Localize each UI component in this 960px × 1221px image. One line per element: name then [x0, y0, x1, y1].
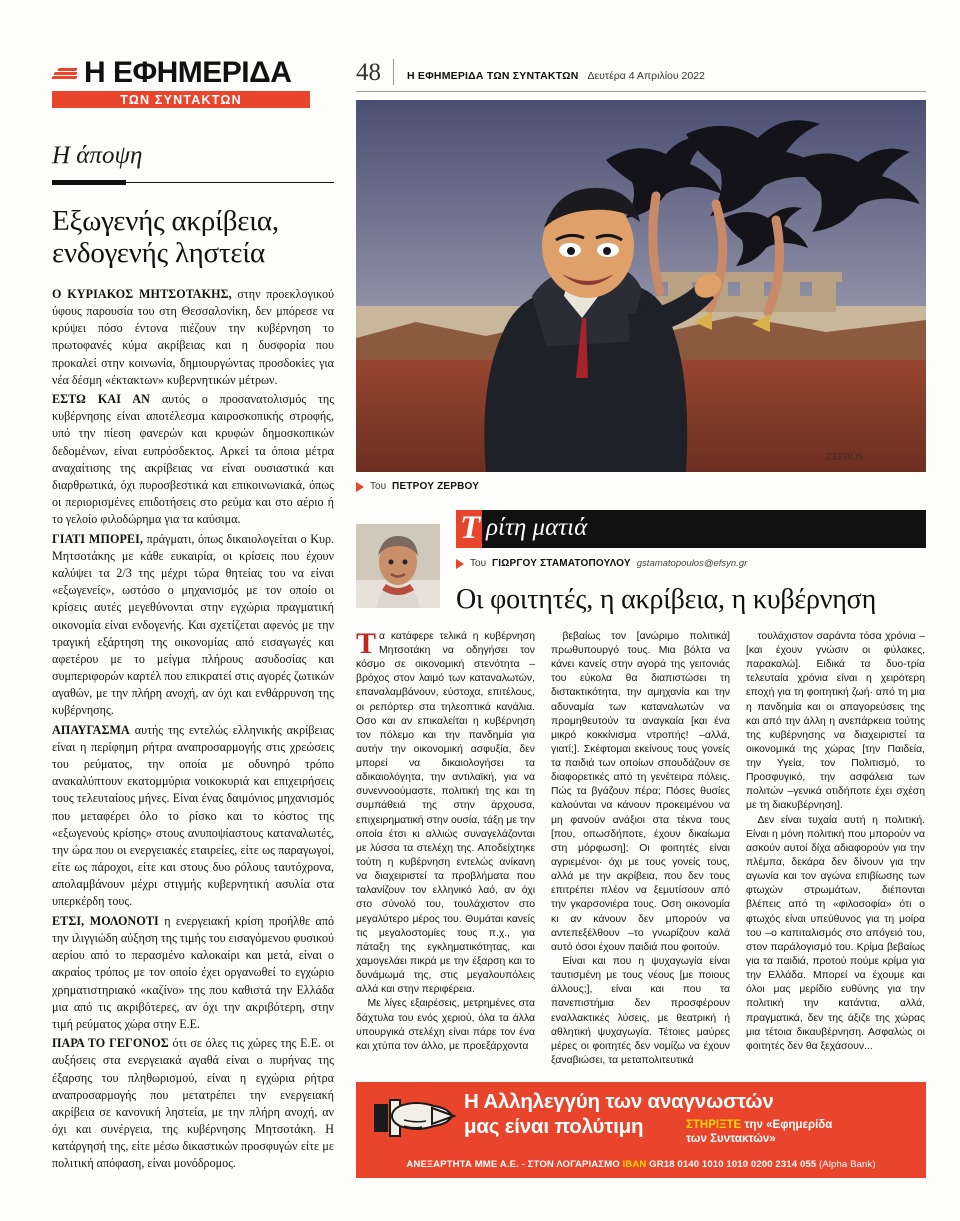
- article-paragraph: Είναι και που η ψυχαγωγία είναι ταυτισμένη με τους νέους [με ποιους άλλους;], είναι και που τα πανεπιστήμια δεν προσφέρουν εναλλακτικές λύσεις, με θεατρική ή αθλητική ψυχαγωγία. Τέτοιες μαύρες μέρες οι φοιτητές δεν νομίζω να έχουν ξαναβιώσει, τα μεταπολιτευτικά: [551, 956, 730, 1067]
- solidarity-ad[interactable]: [356, 1082, 926, 1178]
- paragraph-lead: Ο ΚΥΡΙΑΚΟΣ ΜΗΤΣΟΤΑΚΗΣ,: [52, 286, 232, 301]
- article-paragraph: τουλάχιστον σαράντα τόσα χρόνια –[και έχουν γνώσιν οι φύλακες, παρακαλώ]. Ειδικά τα δυο-τρία τελευταία χρόνια είναι η χειρότερη εποχή για τη φοιτητική ζωή· από τη μια η πανδημία και οι απαγορεύσεις της και από την άλλη η ανεπάρκεια τούτης της κυβέρνησης να διαχειριστεί τα οικονομικά της χώρας [την Παιδεία, την Υγεία, τον Πολιτισμό, το Προσφυγικό, την ασφάλεια των πολιτών –γενικά οτιδήποτε έχει σχέση με τη διακυβέρνηση].: [746, 630, 925, 812]
- rule-thin: [126, 182, 334, 183]
- header-divider: [393, 59, 394, 85]
- ad-headline-line1: Η Αλληλεγγύη των αναγνωστών: [464, 1090, 774, 1113]
- cartoon-credit-prefix: Του: [370, 481, 387, 492]
- opinion-paragraph: ΕΤΣΙ, ΜΟΛΟΝΟΤΙ η ενεργειακή κρίση προήλθε από την ιλιγγιώδη αύξηση της τιμής του εισαγόμενου φυσικού αερίου από το περασμένο καλοκαίρι και μετά, είναι ο ακραίος τρόπος με τον οποίο έχει οργανωθεί το εγχώριο χρηματιστηριακό «καζίνο» της που καθιστά την Ελλάδα μια από τις ακριβότερες, αν όχι την ακριβότερη, στην τιμή ρεύματος χώρα στην Ε.Ε.: [52, 913, 334, 1031]
- page-header: [356, 55, 926, 85]
- ad-bank-name: (Alpha Bank): [816, 1159, 876, 1170]
- opinion-kicker: Η άποψη: [52, 142, 143, 169]
- ad-headline-line2: μας είναι πολύτιμη: [464, 1115, 644, 1138]
- paragraph-lead: ΠΑΡΑ ΤΟ ΓΕΓΟΝΟΣ: [52, 1036, 169, 1051]
- paragraph-lead: ΑΠΑΥΓΑΣΜΑ: [52, 722, 130, 737]
- opinion-paragraph: ΓΙΑΤΙ ΜΠΟΡΕΙ, πράγματι, όπως δικαιολογείται ο Κυρ. Μητσοτάκης με κάθε ευκαιρία, οι κρίσεις που έχουν καλύψει τα 2/3 της μέχρι τώρα θητείας του να είναι «εξωγενείς», ωστόσο ο μηχανισμός με τον οποίο οι κρίσεις αυτές μεγεθύνονται στην εγχώρια πραγματική οικονομία είναι ενδογενής. Και σχετίζεται αφενός με την τραγική εξάρτηση της οικονομίας από εισαγωγές και αφετέρου με το μείγμα πλήρους ασυδοσίας και συμπεριφορών καρτέλ που επικρατεί στις αγορές ζωτικών αγαθών, με την πλήρη ανοχή, αν όχι και ενθάρρυνση της κυβέρνησης.: [52, 531, 334, 718]
- opinion-column: [52, 58, 334, 1175]
- article-headline: Οι φοιτητές, η ακρίβεια, η κυβέρνηση: [456, 584, 877, 615]
- opinion-headline: [52, 205, 334, 270]
- swoosh-icon: [52, 66, 78, 81]
- section-banner: [356, 510, 926, 616]
- paragraph-lead: ΓΙΑΤΙ ΜΠΟΡΕΙ,: [52, 531, 144, 546]
- ad-sub-strong: ΣΤΗΡΙΞΤΕ: [686, 1119, 742, 1131]
- opinion-body: [52, 286, 334, 1173]
- ad-iban-value: GR18 0140 1010 1010 0200 2314 055: [646, 1159, 817, 1170]
- cartoon-illustration: [356, 100, 926, 472]
- header-date: Δευτέρα 4 Απριλίου 2022: [587, 70, 705, 82]
- byline-prefix: Του: [470, 558, 487, 569]
- author-portrait-svg: [356, 524, 440, 608]
- article-paragraph: Με λίγες εξαιρέσεις, μετρημένες στα δάχτυλα του ενός χεριού, όλα τα άλλα υπουργικά στελέχη είναι πάρε τον ένα και χτύπα τον άλλο, με προεξάρχοντα: [356, 998, 535, 1052]
- byline-email[interactable]: gstamatopoulos@efsyn.gr: [636, 558, 748, 569]
- svg-text:ZEPBOS: ZEPBOS: [826, 452, 864, 463]
- article-column-2: [551, 630, 730, 1068]
- article-columns: [356, 626, 926, 1068]
- main-column: [356, 55, 926, 1068]
- section-drop-letter: Τ: [460, 510, 481, 546]
- triangle-right-icon: [456, 559, 464, 569]
- article-dropcap: Τ: [356, 626, 377, 660]
- opinion-headline-line2: ενδογενής ληστεία: [52, 237, 265, 270]
- masthead-top: [52, 58, 310, 88]
- page-number: 48: [356, 59, 381, 86]
- opinion-paragraph: ΕΣΤΩ ΚΑΙ ΑΝ αυτός ο προσανατολισμός της κυβέρνησης είναι αποτέλεσμα καιροσκοπικής στροφής, υπό την πίεση φανερών και κρυφών δημοσκοπικών δεδομένων, είναι ευπρόσδεκτος. Αρκεί τα όποια μέτρα αναχαίτισης της ακρίβειας να είναι ουσιαστικά και διαρθρωτικά, όχι πυροσβεστικά και επικοινωνιακά, όπως οι περιορισμένες επιδοτήσεις στο ρεύμα και στο αέριο ή το γελοίο φιλοδώρημα για τα καύσιμα.: [52, 392, 334, 527]
- article-column-3: [746, 630, 925, 1068]
- pointing-hand-svg: [370, 1092, 456, 1144]
- article-paragraph: Τα κατάφερε τελικά η κυβέρνηση Μητσοτάκη να οδηγήσει τον κόσμο σε οικονομική στενότητα –βρόχος στον λαιμό των καταναλωτών, επαναλαμβάνουν, εύστοχα, επιτέλους, οι ρεπόρτερ στα τηλεοπτικά κανάλια. Οσο και αν επικαλείται η κυβέρνηση τον πόλεμο και την πανδημία για αυτήν την οικονομική ασφυξία, δεν μπορεί να δικαιολογήσει τα αδικαιολόγητα, την αντιλαϊκή, για να συνεννοούμαστε, πολιτική της και τη συμπάθειά της στην άρχουσα, επιχειρηματική στην ουσία, τάξη με την οποία έτσι κι αλλιώς συναγελάζονται με λύσσα τα στελέχη της. Αποδείχτηκε τούτη η κυβέρνηση εντελώς ανίκανη να διαχειριστεί τα προβλήματα που ταλανίζουν τον ελληνικό λαό, αν όχι στο σύνολό του, τουλάχιστον στο μεγαλύτερο μέρος του. Θυμάται κανείς τις μεγαλοστομίες τους π.χ., για πάταξη της εγκληματικότητας, και χαμογελάει πικρά με την έξαρση και το δυνάμωμά της, στις μεγαλουπόλεις αλλά και στην περιφέρεια.: [356, 626, 535, 996]
- opinion-paragraph: ΑΠΑΥΓΑΣΜΑ αυτής της εντελώς ελληνικής ακρίβειας είναι η περίφημη ρήτρα αναπροσαρμογής στις χρεώσεις του ρεύματος, την οποία με οδυνηρό τρόπο ανακαλύπτουν εκατομμύρια νοικοκυριά και επιχειρήσεις τους τελευταίους μήνες. Είναι ένας δαιμόνιος μηχανισμός που μεταφέρει όλο το ρίσκο και το κόστος της «εξωγενούς κρίσης» στους ανυποψίαστους καταναλωτές, την ώρα που οι ενεργειακές εταιρείες, είτε ως παραγωγοί, είτε ως πάροχοι, είτε και στους δυο ρόλους ταυτόχρονα, απολαμβάνουν μέχρι στιγμής κυβερνητική ασυλία στα υπερκέρδη τους.: [52, 722, 334, 909]
- opinion-headline-line1: Εξωγενής ακρίβεια,: [52, 205, 279, 237]
- masthead-subtitle-bar: [52, 91, 310, 108]
- section-byline: [456, 558, 926, 569]
- pointing-hand-icon: [370, 1092, 456, 1144]
- ad-subtext: [686, 1118, 916, 1147]
- byline-name: ΓΙΩΡΓΟΥ ΣΤΑΜΑΤΟΠΟΥΛΟΥ: [492, 558, 631, 569]
- paragraph-lead: ΕΤΣΙ, ΜΟΛΟΝΟΤΙ: [52, 913, 159, 928]
- header-paper-name: Η ΕΦΗΜΕΡΙΔΑ ΤΩΝ ΣΥΝΤΑΚΤΩΝ: [407, 70, 579, 82]
- ad-sub-line2: των Συντακτών»: [686, 1133, 776, 1146]
- article-paragraph: βεβαίως τον [ανώριμο πολιτικά] πρωθυπουργό τους. Μια βόλτα να κάνει κανείς στην αγορά της γειτονιάς του εύκολα θα διαπιστώσει τη διστακτικότητα, την αμηχανία και την αδυναμία των καταναλωτών να προμηθευτούν τα αναγκαία [και ένα μικρό κοκκίνισμα ντροπής! –αλλά, γιατί;]. Σκέφτομαι εκείνους τους γονείς τα παιδιά των οποίων σπουδάζουν σε διαφορετικές από τη γενέτειρα πόλεις. Πώς τα βγάζουν πέρα; Πόσες θυσίες καλούνται να κάνουν προκειμένου να μη φανούν ανάξιοι στα τέκνα τους [που, οπωσδήποτε, έχουν δικαίωμα στη μόρφωση]; Οι φοιτητές είναι αγριεμένοι· όχι με τους γονείς τους, αλλά με την ακρίβεια, που δεν τους επιτρέπει πλέον να ξεμυτίσουν από την γκαρσονιέρα τους. Οση οικονομία κι αν κάνουν δεν μπορούν να αντεπεξέλθουν –το γνωρίζουν καλά αυτό όσοι έχουν παιδιά που φοιτούν.: [551, 630, 730, 953]
- opinion-paragraph: ΠΑΡΑ ΤΟ ΓΕΓΟΝΟΣ ότι σε όλες τις χώρες της Ε.Ε. οι αυξήσεις στα ενεργειακά αγαθά είναι ο πυρήνας της έξαρσης του πληθωρισμού, είναι η εγχώρια ρήτρα αναπροσαρμογής που μετατρέπει την ενεργειακή ακρίβεια σε κανονική ληστεία, με την πλήρη ανοχή, αν όχι και συνέργεια, της κυβέρνησης Μητσοτάκη. Η κατάργησή της, είτε μέσω δικαστικών προσφυγών είτε με πολιτική απόφαση, είναι μονόδρομος.: [52, 1036, 335, 1171]
- article-column-1: [356, 626, 535, 1068]
- header-rule: [356, 91, 926, 92]
- ad-iban-label: IBAN: [622, 1159, 647, 1170]
- section-title: ρίτη ματιά: [486, 514, 588, 541]
- cartoon-credit: [356, 481, 926, 492]
- masthead-title: Η ΕΦΗΜΕΡΙΔΑ: [84, 56, 292, 89]
- rule-thick: [52, 180, 126, 185]
- cartoon-svg: [356, 100, 926, 472]
- ad-sub-rest: την «Εφημερίδα: [741, 1119, 833, 1131]
- article-paragraph: Δεν είναι τυχαία αυτή η πολιτική. Είναι η μόνη πολιτική που μπορούν να ασκούν αυτοί δίχα αδιαφορούν για την πλέμπα, δεκάρα δεν δίνουν για την αγωνία και τον αγώνα επιβίωσης των φτωχών στρωμάτων, διέπονται βλέπεις από τη «φιλοσοφία» ότι ο φτωχός είναι υπεύθυνος για τη μοίρα του –ο καπιταλισμός στο απόγειό του, στον παράλογισμό του. Κρίμα βεβαίως για τα παιδιά, προτού πούμε κρίμα για την Ελλάδα. Μπορεί να έχουμε και όλοι μας μερίδιο ευθύνης για την πολιτική την κατάντια, αλλά, πραγματικά, δεν της άξιζε της χώρας μια τέτοια δικαυβέρνηση. Ασφαλώς οι φοιτητές δεν θα ξεχάσουν...: [746, 814, 925, 1052]
- masthead: [52, 58, 310, 108]
- ad-footer: [356, 1159, 926, 1170]
- kicker-rule: [52, 180, 334, 185]
- triangle-right-icon: [356, 482, 364, 492]
- opinion-paragraph: Ο ΚΥΡΙΑΚΟΣ ΜΗΤΣΟΤΑΚΗΣ, στην προεκλογικού ύφους παρουσία του στη Θεσσαλονίκη, δεν μπόρεσε να κρύψει πόσο έντονα πιέζουν την κυβέρνηση το πρωτοφανές κύμα ακρίβειας και η δυσφορία που προκαλεί στην κοινωνία, δημιουργώντας προσδοκίες για νέα δέσμη «έκτακτων» κυβερνητικών μέτρων.: [52, 286, 334, 387]
- author-portrait: [356, 524, 440, 608]
- paragraph-lead: ΕΣΤΩ ΚΑΙ ΑΝ: [52, 392, 150, 407]
- masthead-subtitle: ΤΩΝ ΣΥΝΤΑΚΤΩΝ: [120, 92, 242, 107]
- cartoon-credit-name: ΠΕΤΡΟΥ ΖΕΡΒΟΥ: [392, 481, 480, 492]
- ad-footer-company: ΑΝΕΞΑΡΤΗΤΑ ΜΜΕ Α.Ε. - ΣΤΟΝ ΛΟΓΑΡΙΑΣΜΟ: [406, 1159, 623, 1170]
